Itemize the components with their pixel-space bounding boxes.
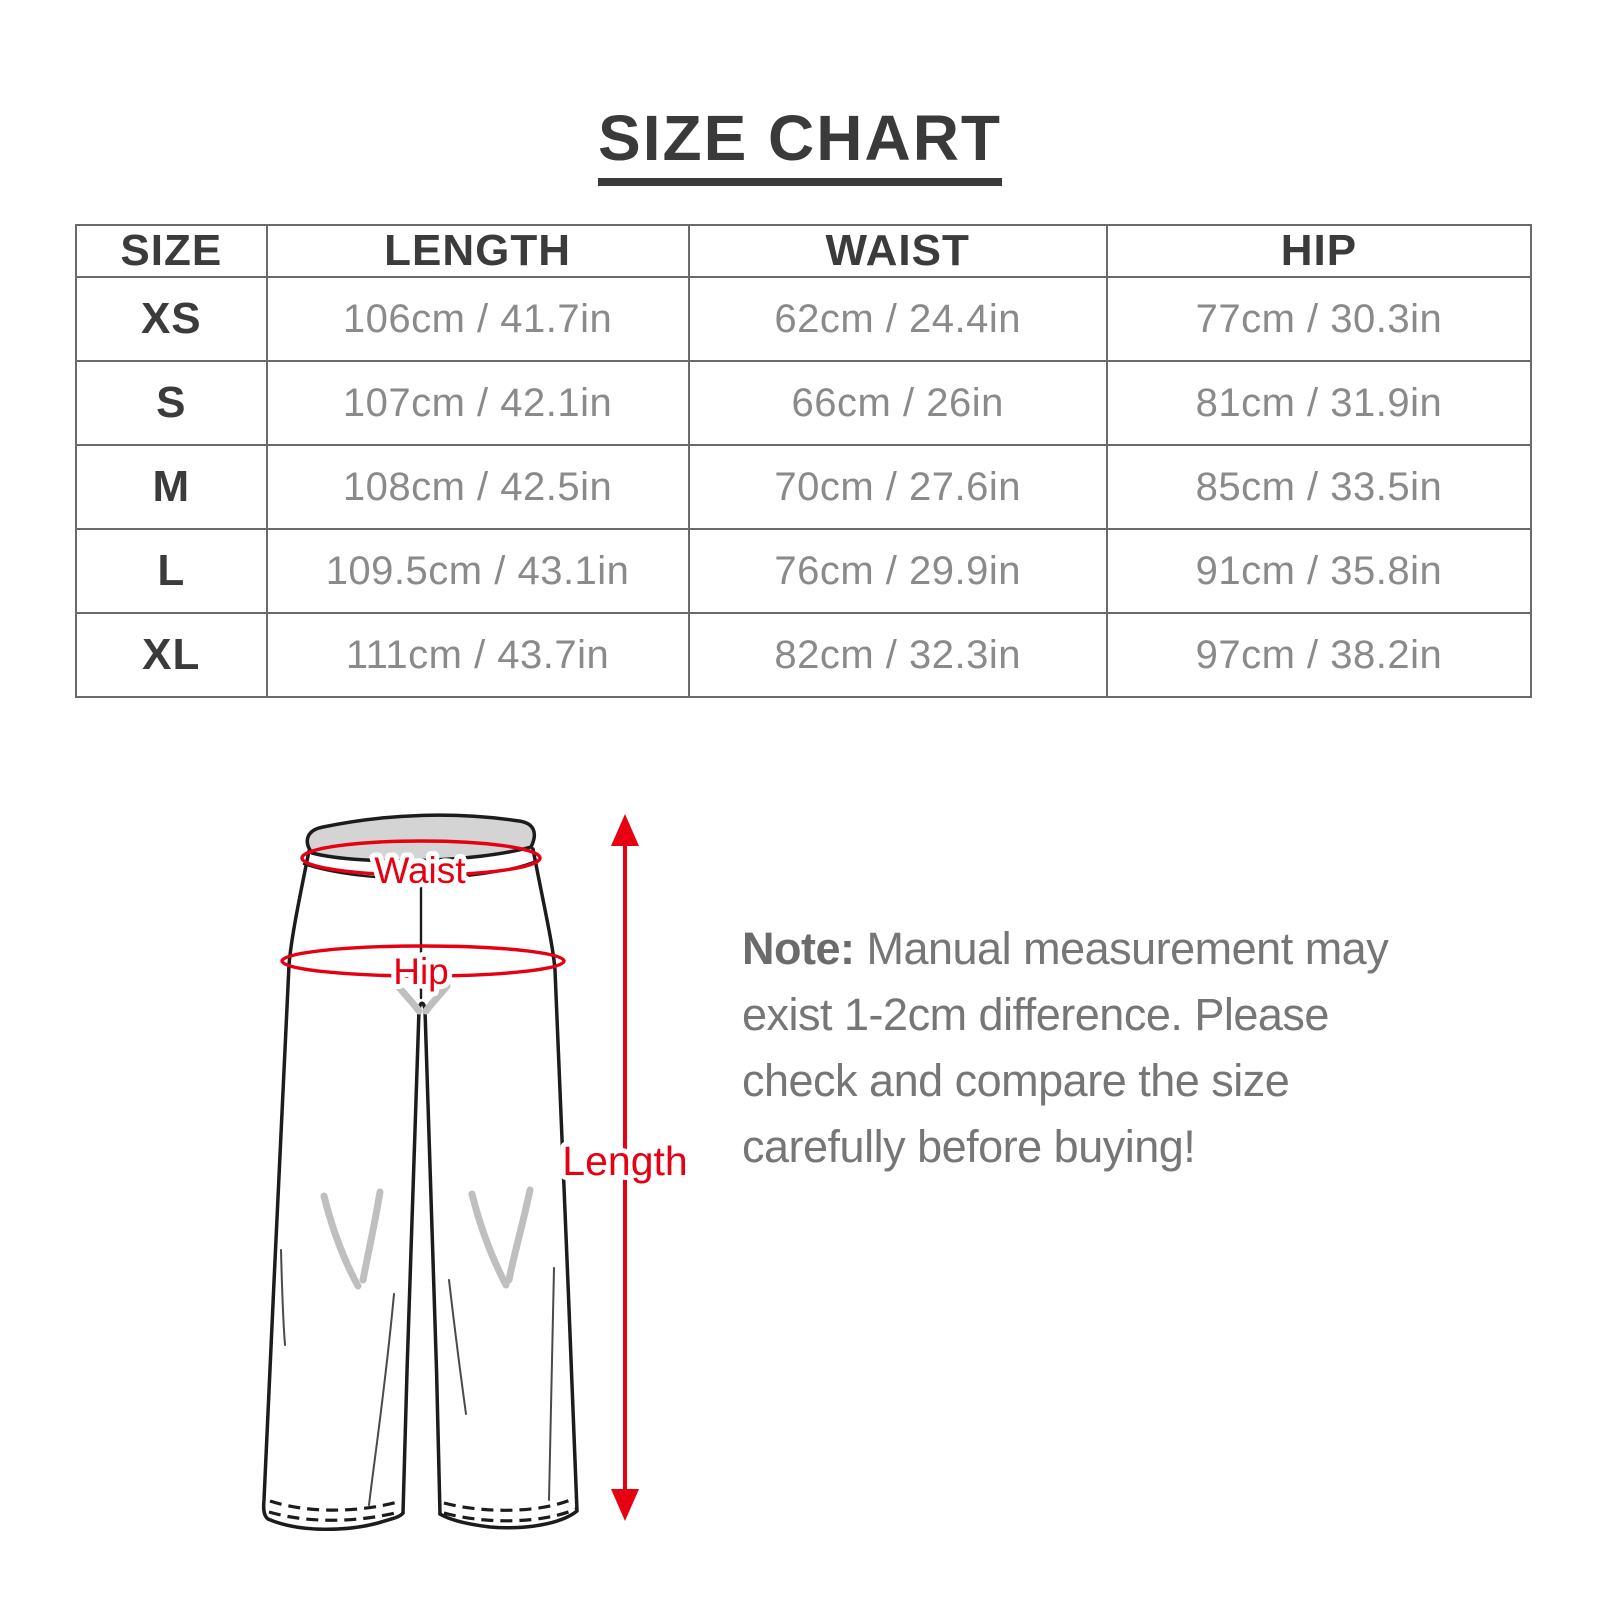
note-line xyxy=(742,916,1462,982)
table-header-row xyxy=(76,225,1531,277)
right-hem-stitching xyxy=(444,1498,575,1510)
table-row-xl xyxy=(76,613,1531,697)
note-text: Manual measurement may xyxy=(866,923,1389,974)
col-header-waist: WAIST xyxy=(689,225,1107,277)
table-row-s xyxy=(76,361,1531,445)
length-value: 108cm / 42.5in xyxy=(267,445,689,529)
right-knee-shading-mark xyxy=(509,1190,530,1280)
left-knee-shading-mark xyxy=(363,1192,380,1280)
hip-value: 81cm / 31.9in xyxy=(1107,361,1531,445)
col-header-hip: HIP xyxy=(1107,225,1531,277)
hip-value: 91cm / 35.8in xyxy=(1107,529,1531,613)
fabric-crease xyxy=(281,1250,285,1345)
pants-inseam-outline xyxy=(403,1003,440,1514)
page-title xyxy=(598,104,1002,186)
table-row-m xyxy=(76,445,1531,529)
size-label: S xyxy=(76,361,267,445)
measurement-note xyxy=(742,916,1462,1180)
title-underline xyxy=(598,178,1002,186)
note-line: exist 1-2cm difference. Please xyxy=(742,989,1329,1040)
size-label: M xyxy=(76,445,267,529)
waist-value: 82cm / 32.3in xyxy=(689,613,1107,697)
pants-right-leg-outline xyxy=(440,849,577,1528)
fabric-crease xyxy=(549,1268,554,1500)
left-hem-stitching xyxy=(270,1501,398,1510)
col-header-length: LENGTH xyxy=(267,225,689,277)
size-label: XL xyxy=(76,613,267,697)
hip-value: 85cm / 33.5in xyxy=(1107,445,1531,529)
hip-label: Hip xyxy=(393,951,449,992)
note-line: carefully before buying! xyxy=(742,1121,1196,1172)
pants-measurement-diagram xyxy=(240,795,720,1555)
fabric-crease xyxy=(369,1294,394,1505)
table-row-l xyxy=(76,529,1531,613)
size-label: XS xyxy=(76,277,267,361)
arrowhead-up xyxy=(611,814,639,846)
waist-value: 76cm / 29.9in xyxy=(689,529,1107,613)
fabric-crease xyxy=(449,1280,466,1414)
table-row-xs xyxy=(76,277,1531,361)
length-value: 111cm / 43.7in xyxy=(267,613,689,697)
length-label: Length xyxy=(562,1138,688,1184)
left-knee-shading-mark xyxy=(324,1196,358,1286)
note-label: Note: xyxy=(742,923,855,974)
waist-value: 62cm / 24.4in xyxy=(689,277,1107,361)
waist-value: 70cm / 27.6in xyxy=(689,445,1107,529)
right-knee-shading-mark xyxy=(472,1194,506,1285)
hip-value: 77cm / 30.3in xyxy=(1107,277,1531,361)
arrowhead-down xyxy=(611,1489,639,1521)
size-chart-table xyxy=(75,224,1532,698)
left-hem-stitching xyxy=(269,1512,399,1520)
page-title-text: SIZE CHART xyxy=(598,102,1002,174)
waist-label: Waist xyxy=(374,850,466,891)
hip-value: 97cm / 38.2in xyxy=(1107,613,1531,697)
waist-value: 66cm / 26in xyxy=(689,361,1107,445)
size-label: L xyxy=(76,529,267,613)
length-value: 106cm / 41.7in xyxy=(267,277,689,361)
length-value: 109.5cm / 43.1in xyxy=(267,529,689,613)
length-value: 107cm / 42.1in xyxy=(267,361,689,445)
col-header-size: SIZE xyxy=(76,225,267,277)
note-line: check and compare the size xyxy=(742,1055,1290,1106)
